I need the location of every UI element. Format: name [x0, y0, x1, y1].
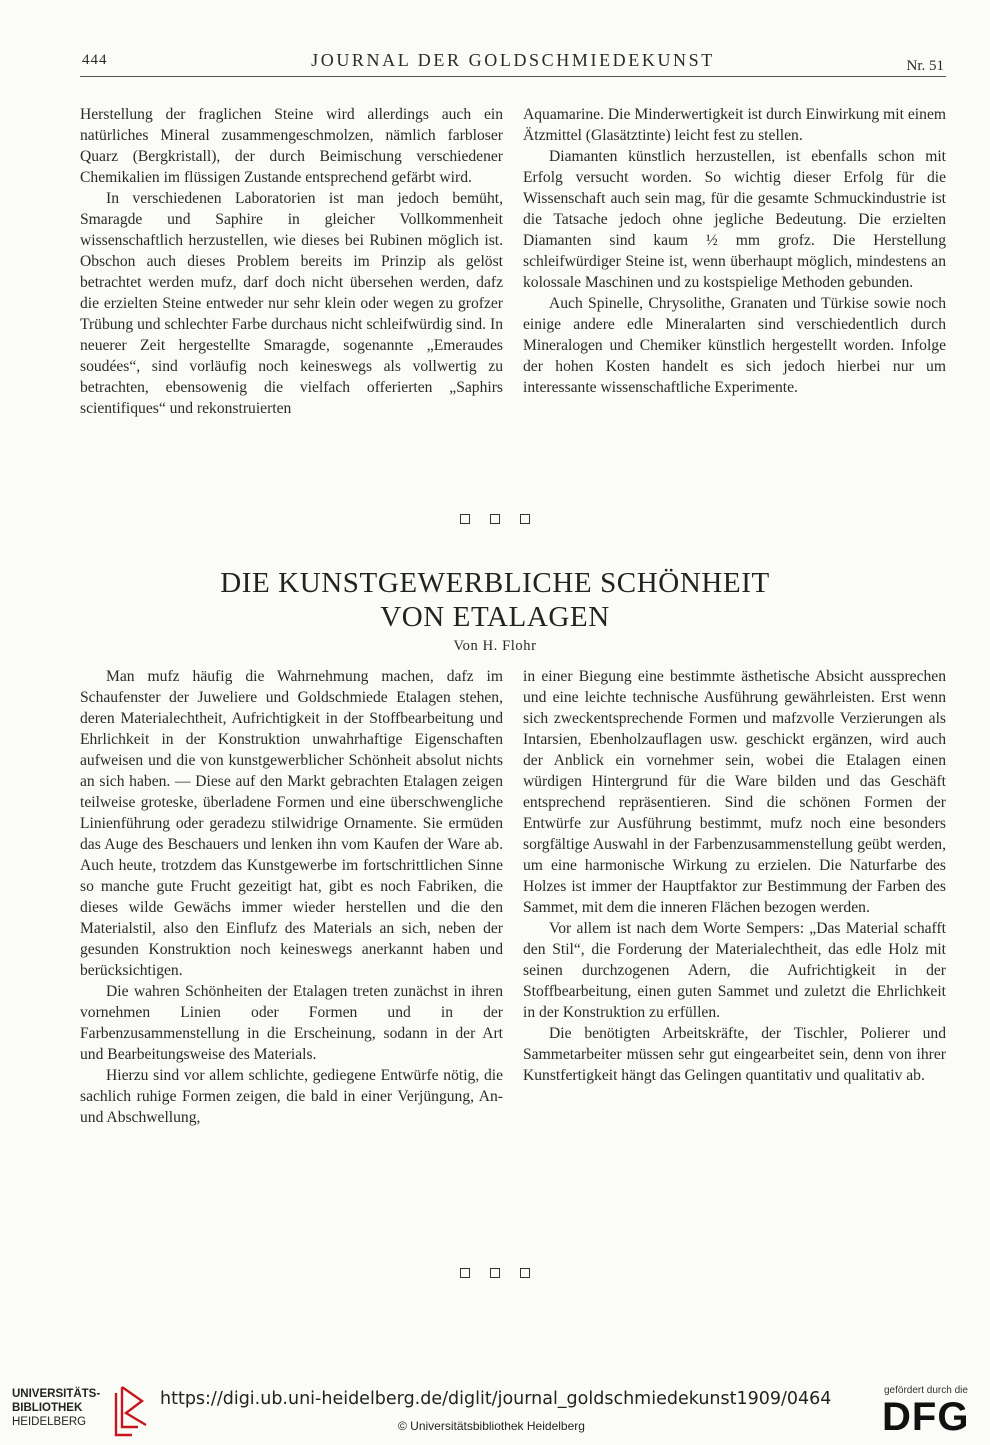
- article-right-column: [523, 666, 946, 1086]
- article-left-column: [80, 666, 503, 1128]
- paragraph: Die benötigten Arbeitskräfte, der Tischler, Polierer und Sammetarbeiter müssen sehr gut eingearbeitet sein, denn von ihrer Kunstfertigkeit hängt das Gelingen quantitativ und qualitativ ab.: [523, 1025, 946, 1084]
- square-ornament-icon: [520, 1268, 530, 1278]
- paragraph: Aquamarine. Die Minderwertigkeit ist durch Einwirkung mit einem Ätzmittel (Glasätztinte) leicht fest zu stellen.: [523, 106, 946, 144]
- paragraph: Herstellung der fraglichen Steine wird allerdings auch ein natürliches Mineral zusammengeschmolzen, nämlich farbloser Quarz (Bergkristall), der durch Beimischung verschiedener Chemikalien im flüssigen Zustande entsprechend gefärbt wird.: [80, 106, 503, 186]
- library-emblem-icon: [112, 1383, 152, 1439]
- square-ornament-icon: [490, 514, 500, 524]
- article-title-line: VON ETALAGEN: [380, 601, 610, 633]
- digitization-footer: [0, 1375, 990, 1445]
- journal-title: JOURNAL DER GOLDSCHMIEDEKUNST: [311, 50, 715, 70]
- page-number: 444: [82, 52, 108, 68]
- article-byline: Von H. Flohr: [453, 638, 537, 654]
- paragraph: Die wahren Schönheiten der Etalagen treten zunächst in ihren vornehmen Linien oder Formen und in der Farbenzusammenstellung in die Erscheinung, sodann in der Art und Bearbeitungsweise des Materials.: [80, 983, 503, 1063]
- square-ornament-icon: [460, 514, 470, 524]
- paragraph: Auch Spinelle, Chrysolithe, Granaten und Türkise sowie noch einige andere edle Mineralarten sind verschiedentlich durch Mineralogen und Chemiker künstlich hergestellt worden. Infolge der hohen Kosten handelt es sich jedoch hierbei nur um interessante wissenschaftliche Experimente.: [523, 295, 946, 396]
- dfg-logo: DFG: [882, 1395, 970, 1439]
- paragraph: Vor allem ist nach dem Worte Sempers: „Das Material schafft den Stil“, die Forderung der Materialechtheit, das edle Holz mit seinen durchzogenen Adern, die Aufrichtigkeit in der Stoffbearbeitung, einen guten Sammet und zuletzt die Ehrlichkeit in der Konstruktion zu erfüllen.: [523, 920, 946, 1021]
- square-ornament-icon: [520, 514, 530, 524]
- prev-article-left-column: [80, 104, 503, 419]
- paragraph: in einer Biegung eine bestimmte ästhetische Absicht aussprechen und eine leichte technische Ausführung gewährleisten. Erst wenn sich zweckentsprechende Formen und mafzvolle Verzierungen als Intarsien, Ebenholzauflagen usw. geschickt ergänzen, wird auch der Anblick ein vornehmer sein, wobei die Etalagen einen würdigen Hintergrund für die Ware bilden und das Geschäft entsprechend repräsentieren. Sind die schönen Formen der Entwürfe zur Ausführung bestimmt, mufz noch eine besonders sorgfältige Auswahl in der Farbenzusammenstellung geübt werden, um eine harmonische Wirkung zu erzielen. Die Naturfarbe des Holzes ist immer der Hauptfaktor zur Bestimmung der Farben des Sammet, mit dem die inneren Flächen bezogen werden.: [523, 668, 946, 916]
- library-logo: [12, 1387, 142, 1437]
- square-ornament-icon: [490, 1268, 500, 1278]
- article-title-line: DIE KUNSTGEWERBLICHE SCHÖNHEIT: [220, 567, 770, 599]
- end-ornament: [0, 1268, 990, 1278]
- running-header: [80, 50, 946, 77]
- funding-label: gefördert durch die: [884, 1385, 968, 1396]
- paragraph: Man mufz häufig die Wahrnehmung machen, dafz im Schaufenster der Juweliere und Goldschmiede Etalagen stehen, deren Materialechtheit, Aufrichtigkeit in der Stoffbearbeitung und Ehrlichkeit in der Konstruktion unwahrhaftige Eigenschaften aufweisen und die von kunstgewerblicher Schönheit absolut nichts an sich haben. — Diese auf den Markt gebrachten Etalagen zeigen teilweise groteske, überladene Formen und eine überschwengliche Linienführung oder geradezu stilwidrige Ornamente. Sie ermüden das Auge des Beschauers und lenken ihn vom Kaufen der Ware ab. Auch heute, trotzdem das Kunstgewerbe im fortschrittlichen Sinne so manche gute Frucht gezeitigt hat, gibt es noch Fabriken, die dieses wilde Gewächs immer wieder herstellen und die den Materialstil, also den Einflufz des Materials an sich, neben der gesunden Konstruktion noch keineswegs anerkannt haben und berücksichtigen.: [80, 668, 503, 979]
- permalink-url[interactable]: https://digi.ub.uni-heidelberg.de/diglit/journal_goldschmiedekunst1909/0464: [160, 1389, 832, 1409]
- prev-article-right-column: [523, 104, 946, 398]
- copyright-notice: © Universitätsbibliothek Heidelberg: [398, 1419, 585, 1433]
- issue-number: Nr. 51: [906, 58, 944, 74]
- section-ornament: [0, 514, 990, 524]
- paragraph: In verschiedenen Laboratorien ist man jedoch bemüht, Smaragde und Saphire in gleicher Vollkommenheit wissenschaftlich herzustellen, wie dieses bei Rubinen möglich ist. Obschon auch dieses Problem bereits im Prinzip als gelöst betrachtet werden mufz, darf doch nicht übersehen werden, dafz die erzielten Steine entweder nur sehr klein oder wegen zu grofzer Trübung und schlechter Farbe durchaus nicht schleifwürdig sind. In neuerer Zeit hergestellte Smaragde, sogenannte „Emeraudes soudées“, sind vorläufig noch keineswegs als vollwertig zu betrachten, ebensowenig die vielfach offerierten „Saphirs scientifiques“ und rekonstruierten: [80, 190, 503, 417]
- library-name: UNIVERSITÄTS- BIBLIOTHEK HEIDELBERG: [12, 1388, 101, 1428]
- square-ornament-icon: [460, 1268, 470, 1278]
- paragraph: Hierzu sind vor allem schlichte, gediegene Entwürfe nötig, die sachlich ruhige Formen zeigen, die bald in einer Verjüngung, An- und Abschwellung,: [80, 1067, 503, 1126]
- paragraph: Diamanten künstlich herzustellen, ist ebenfalls schon mit Erfolg versucht worden. So wichtig dieser Erfolg für die Wissenschaft auch sein mag, für die gesamte Schmuckindustrie ist die Tatsache jedoch ohne jegliche Bedeutung. Die erzielten Diamanten sind kaum ½ mm grofz. Die Herstellung schleifwürdiger Steine ist, wenn überhaupt möglich, mindestens an kolossale Maschinen und zu kostspielige Methoden gebunden.: [523, 148, 946, 291]
- article-title: [0, 566, 990, 634]
